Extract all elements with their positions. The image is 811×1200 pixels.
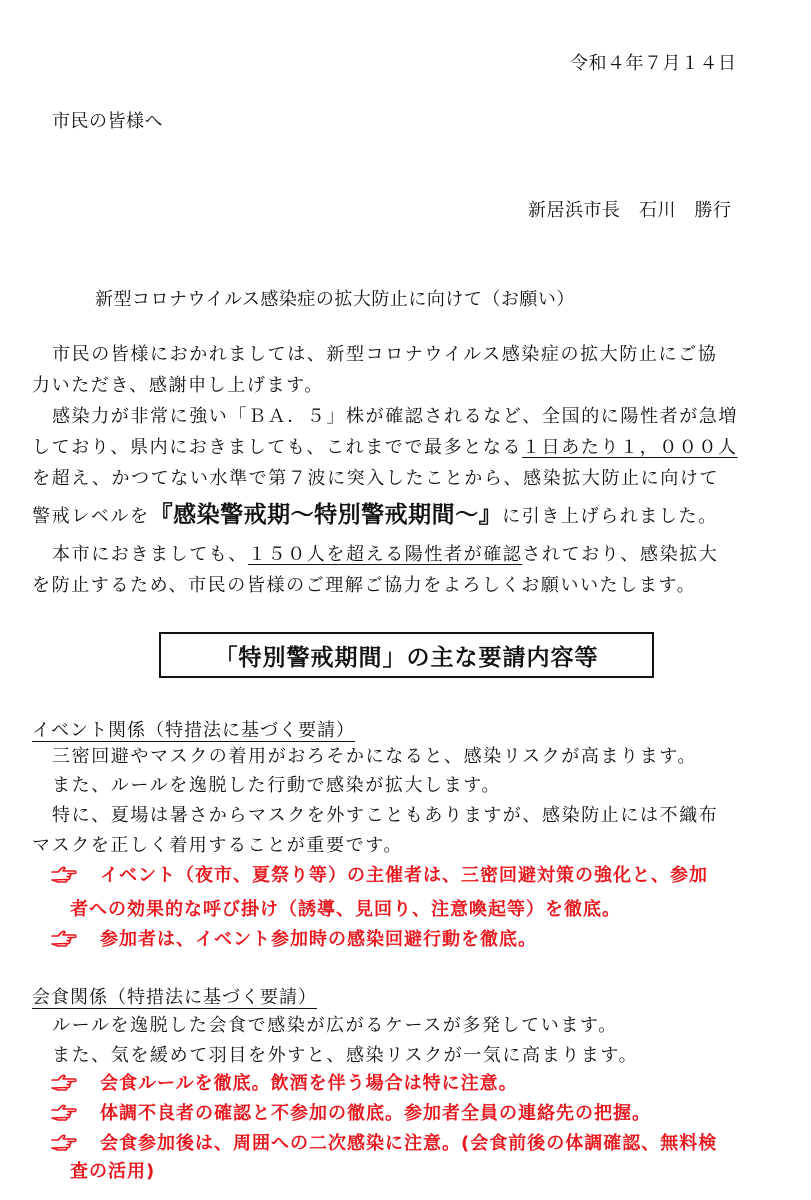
dining-bullet-3-l1: 会食参加後は、周囲への二次感染に注意。(会食前後の体調確認、無料検 xyxy=(100,1133,718,1154)
event-bullet-1-l2: 者への効果的な呼び掛け（誘導、見回り、注意喚起等）を徹底。 xyxy=(70,899,621,920)
intro-p2-l3: を超え、かつてない水準で第７波に突入したことから、感染拡大防止に向けて xyxy=(32,468,720,489)
pointing-hand-icon xyxy=(50,1073,78,1091)
alert-level-name: 『感染警戒期～特別警戒期間～』 xyxy=(149,502,503,528)
event-section-heading: イベント関係（特措法に基づく要請） xyxy=(32,720,355,741)
alert-level-line: 警戒レベルを『感染警戒期～特別警戒期間～』に引き上げられました。 xyxy=(32,502,718,528)
intro-section xyxy=(32,339,782,494)
intro-p1-l2: 力いただき、感謝申し上げます。 xyxy=(32,375,324,396)
document-date: 令和４年７月１４日 xyxy=(570,53,737,74)
intro-p2-l2: しており、県内におきましても、これまでで最多となる１日あたり１，０００人 xyxy=(32,437,738,458)
pointing-hand-icon xyxy=(50,1133,78,1151)
intro-p3-l2: を防止するため、市民の皆様のご理解ご協力をよろしくお願いいたします。 xyxy=(32,575,697,596)
document-title: 新型コロナウイルス感染症の拡大防止に向けて（お願い） xyxy=(95,289,575,310)
underline-150: １５０人を超える陽性者が確認 xyxy=(248,544,523,565)
event-l4: マスクを正しく着用することが重要です。 xyxy=(32,835,403,856)
pointing-hand-icon xyxy=(50,1103,78,1121)
dining-bullet-3-l2: 査の活用) xyxy=(70,1161,156,1182)
intro-p1-l1: 市民の皆様におかれましては、新型コロナウイルス感染症の拡大防止にご協 xyxy=(52,344,718,365)
intro-p3: 本市におきましても、１５０人を超える陽性者が確認されており、感染拡大 を防止するため、市民の皆様のご理解ご協力をよろしくお願いいたします。 xyxy=(32,539,782,601)
underline-1000: １日あたり１，０００人 xyxy=(522,437,738,458)
dining-l1: ルールを逸脱した会食で感染が広がるケースが多発しています。 xyxy=(52,1015,618,1036)
event-l3: 特に、夏場は暑さからマスクを外すこともありますが、感染防止には不織布 xyxy=(52,805,719,826)
dining-bullet-2: 体調不良者の確認と不参加の徹底。参加者全員の連絡先の把握。 xyxy=(100,1103,651,1124)
intro-p2-l1: 感染力が非常に強い「ＢＡ．５」株が確認されるなど、全国的に陽性者が急増 xyxy=(52,406,738,427)
dining-l2: また、気を緩めて羽目を外すと、感染リスクが一気に高まります。 xyxy=(52,1045,639,1066)
sender: 新居浜市長 石川 勝行 xyxy=(528,200,732,221)
event-bullet-1-l1: イベント（夜市、夏祭り等）の主催者は、三密回避対策の強化と、参加 xyxy=(100,865,708,886)
addressee: 市民の皆様へ xyxy=(52,111,163,132)
event-bullet-2: 参加者は、イベント参加時の感染回避行動を徹底。 xyxy=(100,929,537,950)
pointing-hand-icon xyxy=(50,865,78,883)
boxed-heading: 「特別警戒期間」の主な要請内容等 xyxy=(159,632,654,678)
dining-bullet-1: 会食ルールを徹底。飲酒を伴う場合は特に注意。 xyxy=(100,1073,518,1094)
pointing-hand-icon xyxy=(50,929,78,947)
event-l1: 三密回避やマスクの着用がおろそかになると、感染リスクが高まります。 xyxy=(52,746,697,767)
event-l2: また、ルールを逸脱した行動で感染が拡大します。 xyxy=(52,775,501,796)
dining-section-heading: 会食関係（特措法に基づく要請） xyxy=(32,987,317,1008)
